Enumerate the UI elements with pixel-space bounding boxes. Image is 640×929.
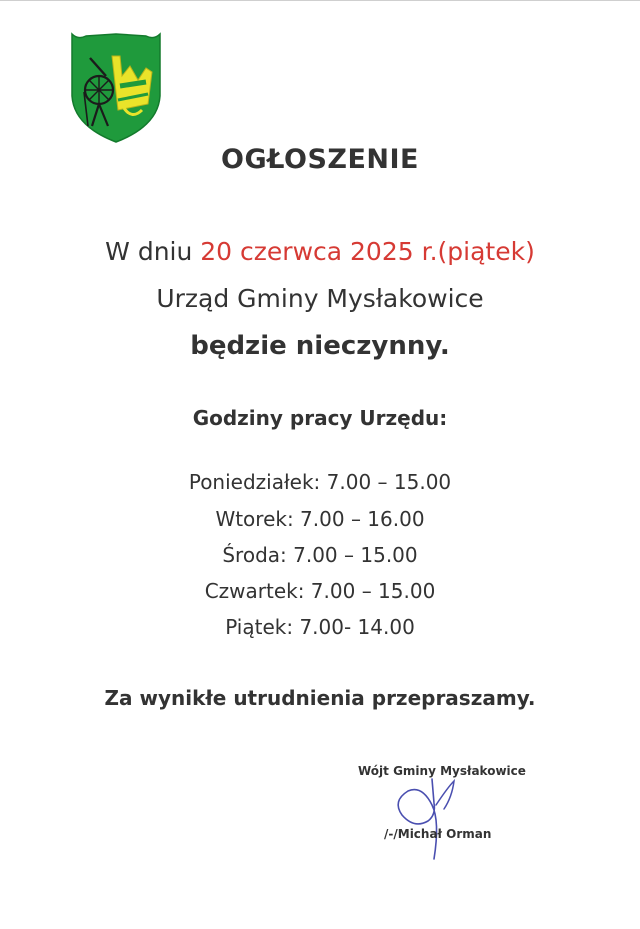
hours-friday: Piątek: 7.00- 14.00 — [225, 615, 415, 639]
page-title: OGŁOSZENIE — [221, 144, 419, 175]
handwritten-signature-icon — [388, 775, 468, 861]
closure-date: 20 czerwca 2025 r.(piątek) — [200, 237, 535, 266]
page-top-border — [0, 0, 640, 1]
date-prefix: W dniu — [105, 237, 201, 266]
closure-date-line — [0, 237, 640, 266]
coat-of-arms-icon — [68, 30, 164, 144]
apology-text: Za wynikłe utrudnienia przepraszamy. — [104, 686, 536, 710]
hours-tuesday: Wtorek: 7.00 – 16.00 — [215, 507, 425, 531]
office-hours-heading: Godziny pracy Urzędu: — [192, 406, 448, 430]
office-name: Urząd Gminy Mysłakowice — [156, 284, 484, 313]
hours-thursday: Czwartek: 7.00 – 15.00 — [204, 579, 436, 603]
hours-monday: Poniedziałek: 7.00 – 15.00 — [188, 470, 452, 494]
hours-wednesday: Środa: 7.00 – 15.00 — [222, 543, 418, 567]
signature-title: Wójt Gminy Mysłakowice — [358, 764, 526, 778]
closed-notice: będzie nieczynny. — [190, 331, 450, 361]
signature-name: /-/Michał Orman — [384, 827, 492, 841]
